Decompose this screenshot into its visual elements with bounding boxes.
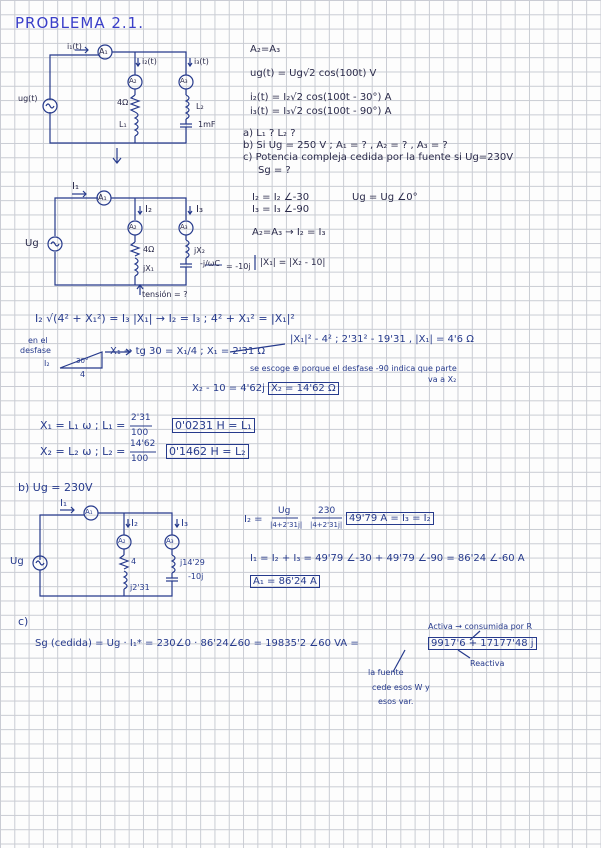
c2-a3-label: A₃ (180, 223, 188, 231)
i1-equation: I₁ = I₂ + I₃ = 49'79 ∠-30 + 49'79 ∠-90 = 86'24 ∠-60 A (250, 553, 525, 564)
c2-r-label: 4Ω (143, 245, 155, 254)
c1-ug-label: ug(t) (18, 94, 38, 103)
c2-a1-label: A₁ (98, 193, 107, 202)
c3-a2-label: A₂ (118, 537, 126, 545)
c3-a1-label: A₁ (85, 508, 93, 516)
c1-l2-label: L₂ (196, 102, 204, 111)
l1-denominator: 100 (131, 428, 149, 438)
c2-xc-label: -j/ωC (200, 259, 221, 268)
i2-frac-num: Ug (278, 506, 291, 516)
c1-a3-label: A₃ (180, 77, 188, 85)
question-b: b) Si Ug = 250 V ; A₁ = ? , A₂ = ? , A₃ = ? (243, 140, 448, 151)
question-c-sg: Sg = ? (258, 165, 291, 176)
c1-i3-label: i₃(t) (194, 57, 209, 66)
part-c-reactiva: Reactiva (470, 659, 505, 668)
solution-a-line1: I₂ √(4² + X₁²) = I₃ |X₁| → I₂ = I₃ ; 4² + X₁² = |X₁|² (35, 312, 295, 325)
solution-a-note: se escoge ⊕ porque el desfase -90 indica que parte (250, 364, 457, 373)
c3-j1429-label: j14'29 (180, 558, 205, 567)
solution-a-line2: |X₁|² - 4² ; 2'31² - 19'31 , |X₁| = 4'6 Ω (290, 334, 474, 345)
part-c-note2: cede esos W y (372, 683, 430, 692)
l2-numerator: 14'62 (130, 439, 156, 449)
c2-xl2-label: jX₂ (194, 246, 205, 255)
solution-a-line3: X₁ → tg 30 = X₁/4 ; X₁ = 2'31 Ω (110, 346, 266, 357)
triangle-label-1: en el (28, 336, 48, 345)
part-c-note3: esos var. (378, 697, 414, 706)
given-i2: i₂(t) = I₂√2 cos(100t - 30°) A (250, 92, 392, 103)
i2-frac-den2: |4+2'31j| (310, 521, 343, 529)
part-c-equation: Sg (cedida) = Ug · I₁* = 230∠0 · 86'24∠60 = 19835'2 ∠60 VA = (35, 638, 359, 649)
resistor-c2-icon (131, 242, 139, 256)
i2-frac-num2: 230 (318, 506, 336, 516)
page-title: PROBLEMA 2.1. (15, 14, 144, 32)
c2-xc-value: = -10j (226, 262, 251, 271)
c1-i1-label: i₁(t) (67, 42, 82, 51)
c3-i3-label: I₃ (181, 518, 188, 529)
c3-a3-label: A₃ (166, 537, 174, 545)
phasor-ug: Ug = Ug ∠0° (352, 192, 418, 203)
part-c-activa: Activa → consumida por R (428, 622, 533, 631)
phasor-i2: I₂ = I₂ ∠-30 (252, 192, 310, 203)
a1-result: A₁ = 86'24 A (250, 575, 320, 588)
c2-a2-label: A₂ (129, 223, 137, 231)
triangle-i2: I₂ (44, 359, 50, 368)
inductor-l1-icon (135, 112, 138, 136)
c1-r-label: 4Ω (117, 98, 129, 107)
c2-tension-label: tensión = ? (142, 290, 188, 299)
given-ug: ug(t) = Ug√2 cos(100t) V (250, 68, 377, 79)
question-a: a) L₁ ? L₂ ? (243, 128, 296, 139)
triangle-angle: 30° (76, 357, 89, 365)
c3-r-label: 4 (131, 557, 137, 566)
part-c-note1: la fuente (368, 668, 404, 677)
i2-lhs: I₂ = (244, 514, 263, 525)
solution-a-note2: va a X₂ (428, 375, 457, 384)
c3-10j-label: -10j (188, 572, 204, 581)
part-c-label: c) (18, 615, 29, 628)
phasor-i3: I₃ = I₃ ∠-90 (252, 204, 310, 215)
c2-i2-label: I₂ (145, 204, 152, 215)
triangle-4: 4 (80, 370, 86, 379)
result-x2: X₂ = 14'62 Ω (268, 382, 339, 395)
resistor-icon (131, 95, 139, 112)
c3-ug-label: Ug (10, 556, 24, 567)
given-a2-a3: A₂=A₃ (250, 44, 281, 55)
c3-i1-label: I₁ (60, 498, 67, 509)
phasor-abs: |X₁| = |X₂ - 10| (260, 258, 326, 268)
c3-i2-label: I₂ (131, 518, 138, 529)
c3-j231-label: j2'31 (130, 583, 150, 592)
l1-numerator: 2'31 (131, 413, 151, 423)
triangle-label-2: desfase (20, 346, 51, 355)
part-b-label: b) Ug = 230V (18, 481, 93, 494)
l1-result: 0'0231 H = L₁ (172, 418, 255, 433)
c2-i3-label: I₃ (196, 204, 203, 215)
question-c: c) Potencia compleja cedida por la fuente si Ug=230V (243, 152, 514, 163)
l2-result: 0'1462 H = L₂ (166, 444, 249, 459)
given-i3: i₃(t) = I₃√2 cos(100t - 90°) A (250, 106, 392, 117)
part-c-result: 9917'6 + 17177'48 j (428, 637, 537, 650)
l1-equation: X₁ = L₁ ω ; L₁ = (40, 419, 126, 432)
i2-result: 49'79 A = I₃ = I₂ (346, 512, 434, 525)
c1-i2-label: i₂(t) (142, 57, 157, 66)
solution-a-line4: X₂ - 10 = 4'62j (192, 383, 265, 394)
inductor-l2-icon (186, 95, 189, 119)
l2-equation: X₂ = L₂ ω ; L₂ = (40, 445, 126, 458)
c2-i1-label: I₁ (72, 181, 79, 192)
c1-c-label: 1mF (198, 120, 216, 129)
i2-frac-den: |4+2'31j| (270, 521, 303, 529)
c2-xl1-label: jX₁ (143, 264, 154, 273)
phasor-a2a3: A₂=A₃ → I₂ = I₃ (252, 227, 326, 238)
c2-ug-label: Ug (25, 238, 39, 249)
c1-l1-label: L₁ (119, 120, 127, 129)
c1-a2-label: A₂ (129, 77, 137, 85)
c1-a1-label: A₁ (99, 47, 108, 56)
l2-denominator: 100 (131, 454, 149, 464)
